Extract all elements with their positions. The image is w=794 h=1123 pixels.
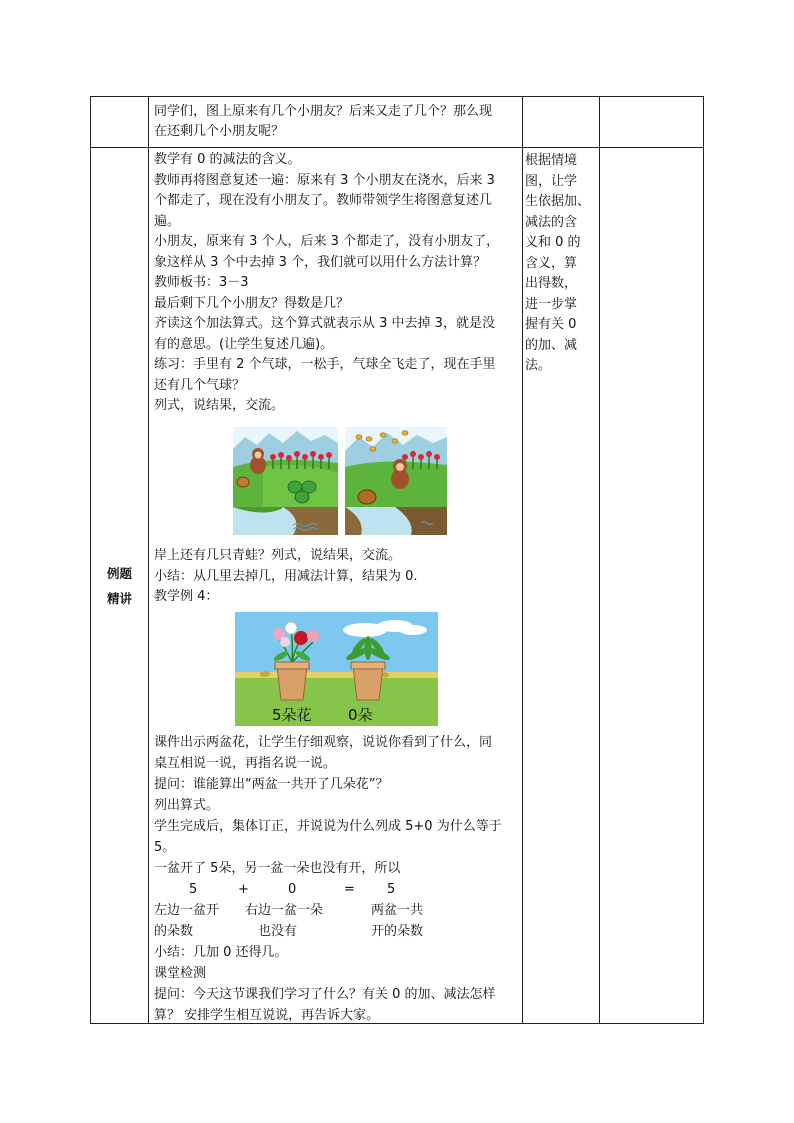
note-line: 生依据加、 <box>525 194 591 209</box>
note-line: 图，让学 <box>525 173 578 189</box>
flower-label-right: 0朵 <box>348 706 373 724</box>
text-line: 5。 <box>154 840 176 855</box>
equation-caption-2a: 右边一盆一朵 <box>245 903 324 918</box>
text-line: 最后剩下几个小朋友？得数是几？ <box>154 295 350 311</box>
row1-line-1: 同学们，图上原来有几个小朋友？后来又走了几个？那么现 <box>154 104 493 119</box>
equation-caption-1b: 的朵数 <box>154 924 194 939</box>
text-line: 桌互相说一说，再指名说一说。 <box>154 756 337 771</box>
text-line: 课堂检测 <box>154 966 207 981</box>
column-divider-3 <box>599 97 600 1023</box>
column-divider-1 <box>148 97 149 1023</box>
equation-caption-2b: 也没有 <box>258 924 298 939</box>
section-label-1: 例题 <box>106 566 132 581</box>
lesson-table <box>90 96 704 1024</box>
text-line: 教师再将图意复述一遍：原来有 3 个小朋友在浇水，后来 3 <box>154 172 495 188</box>
teaching-note <box>525 151 599 377</box>
flower-label-left: 5朵花 <box>272 706 312 724</box>
text-line: 一盆开了 5朵，另一盆一朵也没有开，所以 <box>154 861 401 876</box>
text-line: 教学有 0 的减法的含义。 <box>154 152 301 167</box>
text-line: 提问：谁能算出“两盆一共开了几朵花”？ <box>154 777 389 792</box>
equation-number-3: 5 <box>387 882 396 897</box>
text-line: 齐读这个加法算式。这个算式就表示从 3 中去掉 3，就是没 <box>154 316 495 331</box>
equation-plus: + <box>238 882 249 897</box>
equation-caption-3b: 开的朵数 <box>371 924 424 939</box>
equation-number-1: 5 <box>189 882 198 897</box>
text-line: 学生完成后，集体订正，并说说为什么列成 5+0 为什么等于 <box>154 819 502 834</box>
note-line: 减法的含 <box>525 214 578 230</box>
note-line: 出得数， <box>525 276 578 291</box>
text-line: 小结：从几里去掉几，用减法计算，结果为 0. <box>154 568 418 584</box>
text-line: 列式，说结果，交流。 <box>154 398 285 413</box>
text-line: 列出算式。 <box>154 798 220 813</box>
text-line: 小结：几加 0 还得几。 <box>154 945 288 960</box>
text-line: 提问：今天这节课我们学习了什么？有关 0 的加、减法怎样 <box>154 987 496 1002</box>
text-line: 教学例 4： <box>154 589 219 604</box>
monkey-frogs-picture <box>233 427 338 535</box>
note-line: 的加、减 <box>525 337 578 353</box>
column-divider-2 <box>522 97 523 1023</box>
flower-pots-picture <box>235 612 438 726</box>
note-line: 含义，算 <box>525 255 578 271</box>
note-line: 握有关 0 <box>525 317 577 332</box>
note-line: 根据情境 <box>525 153 578 168</box>
equation-caption-3a: 两盆一共 <box>371 903 424 918</box>
monkey-alone-picture <box>345 427 447 535</box>
text-line: 遍。 <box>154 213 181 229</box>
text-line: 课件出示两盆花，让学生仔细观察，说说你看到了什么，同 <box>154 735 493 750</box>
note-line: 进一步掌 <box>525 296 578 312</box>
equation-caption-1a: 左边一盆开 <box>154 903 220 918</box>
text-line: 个都走了，现在没有小朋友了。教师带领学生将图意复述几 <box>154 193 493 208</box>
equation-number-2: 0 <box>288 882 297 897</box>
text-line: 还有几个气球？ <box>154 377 246 393</box>
equation-equals: = <box>344 882 355 897</box>
text-line: 算？ 安排学生相互说说，再告诉大家。 <box>154 1008 380 1023</box>
text-line: 象这样从 3 个中去掉 3 个，我们就可以用什么方法计算？ <box>154 254 487 270</box>
note-line: 法。 <box>525 358 552 373</box>
text-line: 教师板书：3－3 <box>154 275 249 290</box>
row-divider <box>91 147 703 148</box>
text-line: 练习：手里有 2 个气球，一松手，气球全飞走了，现在手里 <box>154 357 496 372</box>
text-line: 有的意思。(让学生复述几遍)。 <box>154 336 334 352</box>
note-line: 义和 0 的 <box>525 235 581 250</box>
text-line: 岸上还有几只青蛙？列式，说结果，交流。 <box>154 548 402 563</box>
text-line: 小朋友，原来有 3 个人，后来 3 个都走了，没有小朋友了， <box>154 234 500 249</box>
row1-line-2: 在还剩几个小朋友呢？ <box>154 124 285 139</box>
section-label-2: 精讲 <box>106 591 132 606</box>
